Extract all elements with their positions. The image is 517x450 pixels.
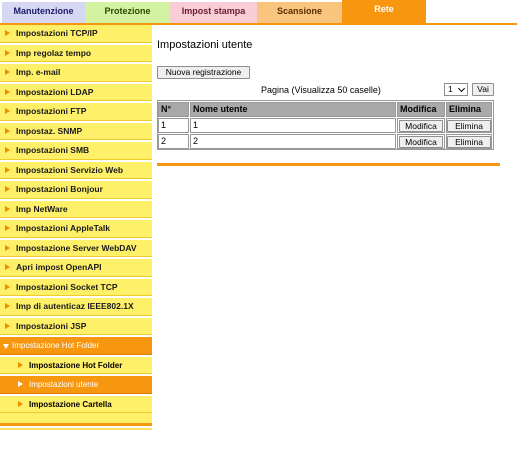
arrow-right-icon	[5, 167, 10, 173]
arrow-right-icon	[5, 69, 10, 75]
sidebar-item-label: Impostazione Hot Folder	[12, 341, 100, 350]
sidebar-item-label: Impostazioni Bonjour	[16, 184, 103, 194]
sidebar-item-label: Imp regolaz tempo	[16, 47, 92, 58]
sidebar-item-label: Impostazione Hot Folder	[29, 360, 123, 370]
arrow-right-icon	[5, 323, 10, 329]
sidebar-item-ldap[interactable]	[0, 84, 152, 102]
tab-label: Manutenzione	[13, 6, 74, 16]
sidebar-item-label: Apri impost OpenAPI	[16, 262, 102, 272]
sidebar-item-label: Impostazione Server WebDAV	[16, 242, 137, 253]
sidebar-item-label: Impostazioni SMB	[16, 145, 90, 155]
sidebar-item-label: Imp di autenticaz IEEE802.1X	[16, 301, 134, 311]
row-delete-cell	[446, 134, 492, 149]
edit-button[interactable]: Modifica	[399, 120, 443, 132]
row-delete-cell	[446, 118, 492, 133]
tab-maintenance[interactable]	[2, 2, 85, 23]
sidebar-item-tcpip[interactable]	[0, 25, 152, 43]
sidebar-item-label: Impostazioni AppleTalk	[16, 223, 110, 233]
arrow-right-icon	[5, 30, 10, 36]
delete-button[interactable]: Elimina	[447, 120, 491, 132]
sidebar-item-label: Impostazioni FTP	[16, 106, 87, 116]
sidebar-item-smb[interactable]	[0, 142, 152, 160]
sidebar-item-label: Imp. e-mail	[16, 67, 61, 77]
sidebar-item-appletalk[interactable]	[0, 220, 152, 238]
tab-network[interactable]	[342, 0, 426, 23]
row-edit-cell	[397, 118, 445, 133]
arrow-right-icon	[18, 401, 23, 407]
header-user-name: Nome utente	[190, 102, 396, 117]
sidebar-item-ieee8021x[interactable]	[0, 298, 152, 316]
arrow-right-icon	[5, 186, 10, 192]
top-tab-bar	[0, 0, 517, 23]
sidebar-item-jsp[interactable]	[0, 318, 152, 336]
content-bottom-rule	[157, 163, 500, 166]
sidebar-bottom-rule	[0, 423, 152, 426]
table-header-row	[158, 101, 493, 117]
sidebar-item-openapi[interactable]	[0, 259, 152, 277]
sidebar-item-label: Imp NetWare	[16, 203, 68, 214]
header-number: N°	[158, 102, 189, 117]
row-user-name: 1	[190, 118, 396, 133]
new-registration-button[interactable]: Nuova registrazione	[157, 66, 250, 79]
arrow-right-icon	[5, 89, 10, 95]
table-row	[158, 133, 493, 149]
sidebar-item-label: Impostazioni TCP/IP	[16, 28, 98, 38]
table-row	[158, 117, 493, 133]
tab-security[interactable]	[85, 2, 170, 23]
tab-scan[interactable]	[257, 2, 342, 23]
sidebar-item-email[interactable]	[0, 64, 152, 82]
arrow-right-icon	[5, 245, 10, 251]
sidebar-subitem-hot-folder[interactable]	[0, 357, 152, 375]
tab-label: Scansione	[276, 6, 323, 16]
user-table	[157, 100, 494, 150]
tab-label: Protezione	[104, 6, 151, 16]
sidebar-subitem-folder-settings[interactable]	[0, 396, 152, 414]
page-select-value: 1	[448, 84, 453, 94]
arrow-right-icon	[5, 108, 10, 114]
tab-print-settings[interactable]	[170, 2, 257, 23]
arrow-right-icon	[18, 381, 23, 387]
tab-label: Rete	[374, 4, 394, 14]
arrow-right-icon	[5, 147, 10, 153]
sidebar-item-label: Impostaz. SNMP	[16, 125, 83, 136]
sidebar-filler	[0, 413, 152, 423]
sidebar-item-tcp-socket[interactable]	[0, 279, 152, 297]
arrow-right-icon	[5, 128, 10, 134]
tab-label: Impost stampa	[181, 6, 246, 16]
sidebar-item-label: Impostazioni utente	[29, 380, 99, 389]
row-number: 2	[158, 134, 189, 149]
arrow-right-icon	[5, 303, 10, 309]
sidebar-subitem-user-settings[interactable]	[0, 376, 152, 394]
sidebar-bottom-rule-light	[0, 428, 152, 430]
arrow-right-icon	[5, 264, 10, 270]
arrow-right-icon	[18, 362, 23, 368]
arrow-right-icon	[5, 206, 10, 212]
sidebar-item-snmp[interactable]	[0, 123, 152, 141]
delete-button[interactable]: Elimina	[447, 136, 491, 148]
sidebar-item-time[interactable]	[0, 45, 152, 63]
sidebar-item-netware[interactable]	[0, 201, 152, 219]
pager-label: Pagina (Visualizza 50 caselle)	[261, 85, 381, 95]
arrow-right-icon	[5, 225, 10, 231]
page-title: Impostazioni utente	[157, 39, 253, 51]
sidebar-item-label: Impostazioni Servizio Web	[16, 164, 124, 175]
sidebar-item-webdav[interactable]	[0, 240, 152, 258]
arrow-down-icon	[3, 344, 9, 349]
header-edit: Modifica	[397, 102, 445, 117]
row-number: 1	[158, 118, 189, 133]
sidebar	[0, 25, 152, 415]
go-button[interactable]: Vai	[472, 83, 494, 96]
page-select[interactable]	[444, 83, 468, 96]
sidebar-item-label: Impostazione Cartella	[29, 399, 112, 409]
sidebar-item-bonjour[interactable]	[0, 181, 152, 199]
edit-button[interactable]: Modifica	[399, 136, 443, 148]
sidebar-item-label: Impostazioni Socket TCP	[16, 281, 118, 292]
chevron-down-icon	[458, 85, 465, 92]
row-user-name: 2	[190, 134, 396, 149]
sidebar-group-hot-folder[interactable]	[0, 337, 152, 355]
sidebar-item-label: Impostazioni LDAP	[16, 86, 94, 97]
sidebar-item-web-service[interactable]	[0, 162, 152, 180]
arrow-right-icon	[5, 50, 10, 56]
sidebar-item-ftp[interactable]	[0, 103, 152, 121]
sidebar-item-label: Impostazioni JSP	[16, 320, 87, 331]
arrow-right-icon	[5, 284, 10, 290]
row-edit-cell	[397, 134, 445, 149]
header-delete: Elimina	[446, 102, 492, 117]
